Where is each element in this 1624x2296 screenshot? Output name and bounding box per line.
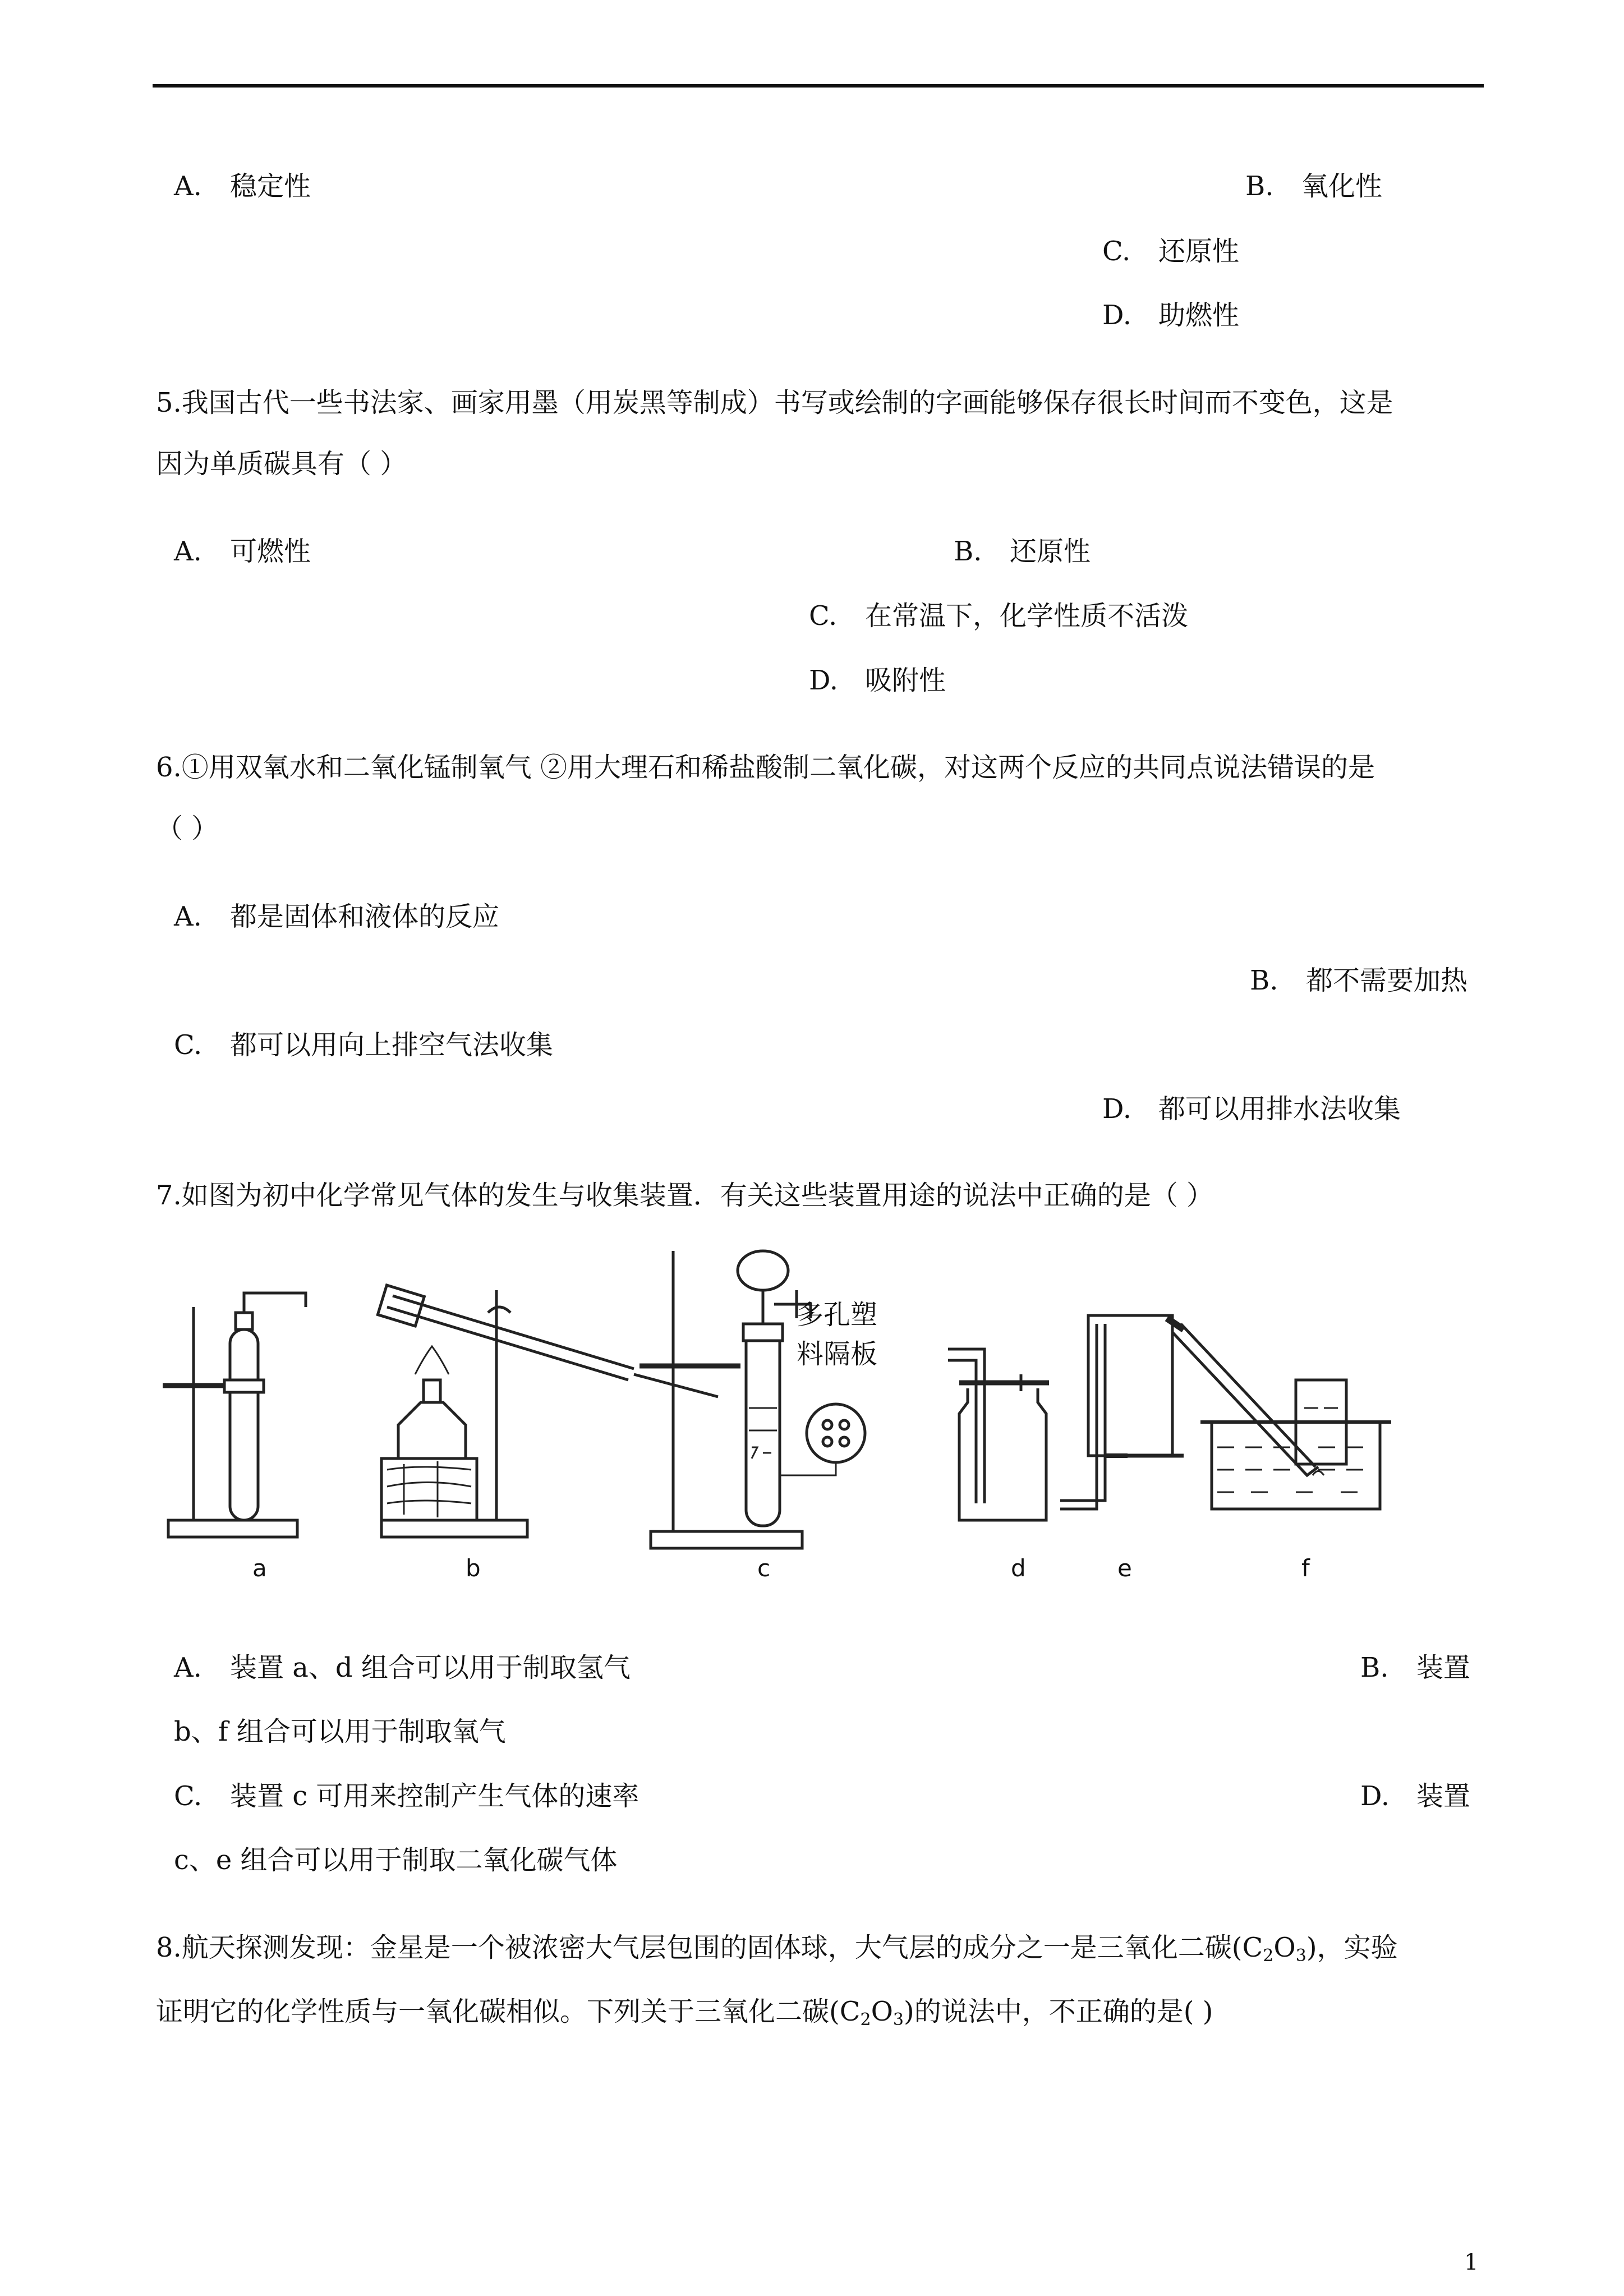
q7-apparatus-figure	[151, 1240, 1487, 1610]
q5-option-d: D. 吸附性	[809, 665, 946, 696]
q5-option-c: C. 在常温下，化学性质不活泼	[809, 600, 1189, 632]
q8-stem-line1: 8.航天探测发现：金星是一个被浓密大气层包围的固体球，大气层的成分之一是三氧化二碳$(C_2O_3)$，实验	[156, 1932, 1398, 1966]
figure-label-b: b	[466, 1554, 481, 1582]
q6-option-a: A. 都是固体和液体的反应	[174, 901, 500, 932]
q8-stem-line2: 证明它的化学性质与一氧化碳相似。下列关于三氧化二碳$(C_2O_3)$的说法中，不正确的是( )	[156, 1996, 1213, 2030]
q4-option-d: D. 助燃性	[1102, 300, 1240, 331]
q7-option-b-cont: b、f 组合可以用于制取氧气	[174, 1716, 506, 1747]
q7-option-b: B. 装置	[1360, 1652, 1471, 1683]
q7-option-d: D. 装置	[1360, 1780, 1471, 1812]
plate-label-line1: 多孔塑	[797, 1299, 878, 1331]
figure-label-d: d	[1011, 1554, 1026, 1582]
header-rule	[153, 84, 1484, 88]
apparatus-d	[948, 1349, 1049, 1520]
apparatus-c	[640, 1251, 877, 1548]
figure-label-a: a	[252, 1554, 267, 1582]
plate-label-line2: 料隔板	[797, 1338, 878, 1370]
q5-option-b: B. 还原性	[954, 536, 1091, 567]
q6-stem-line1: 6.①用双氧水和二氧化锰制氧气 ②用大理石和稀盐酸制二氧化碳，对这两个反应的共同点说法错误的是	[156, 752, 1375, 783]
q7-option-c: C. 装置 c 可用来控制产生气体的速率	[174, 1780, 640, 1812]
q5-stem-line2: 因为单质碳具有（ ）	[156, 448, 407, 480]
q5-stem-line1: 5.我国古代一些书法家、画家用墨（用炭黑等制成）书写或绘制的字画能够保存很长时间而不变色，这是	[156, 387, 1393, 418]
apparatus-f	[1167, 1318, 1391, 1509]
q7-option-d-cont: c、e 组合可以用于制取二氧化碳气体	[174, 1844, 618, 1876]
apparatus-e	[1060, 1315, 1184, 1509]
q7-option-a: A. 装置 a、d 组合可以用于制取氢气	[174, 1652, 631, 1683]
apparatus-b	[378, 1285, 718, 1537]
q4-option-b: B. 氧化性	[1245, 171, 1383, 202]
q4-option-c: C. 还原性	[1102, 236, 1240, 267]
q6-option-c: C. 都可以用向上排空气法收集	[174, 1029, 554, 1061]
q4-option-a: A. 稳定性	[174, 171, 311, 202]
figure-label-c: c	[757, 1554, 771, 1582]
page-number: 1	[1464, 2249, 1479, 2275]
q6-option-d: D. 都可以用排水法收集	[1102, 1093, 1401, 1125]
figure-label-f: f	[1301, 1554, 1310, 1582]
figure-label-e: e	[1117, 1554, 1132, 1582]
apparatus-a	[163, 1293, 306, 1537]
q6-stem-line2: （ ）	[156, 813, 219, 844]
q5-option-a: A. 可燃性	[174, 536, 311, 567]
q6-option-b: B. 都不需要加热	[1250, 965, 1468, 996]
q7-stem-line1: 7.如图为初中化学常见气体的发生与收集装置．有关这些装置用途的说法中正确的是（ ）	[156, 1180, 1214, 1211]
